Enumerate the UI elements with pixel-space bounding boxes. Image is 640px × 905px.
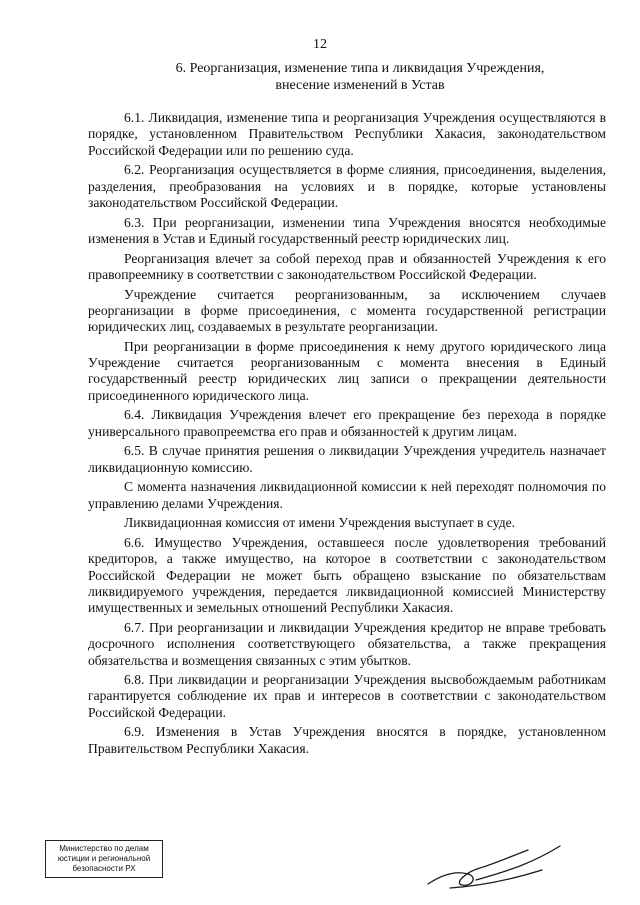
- paragraph-6-8: 6.8. При ликвидации и реорганизации Учреждения высвобождаемым работникам гарантируется соблюдение их прав и интересов в соответствии с законодательством Российской Федерации.: [88, 672, 606, 720]
- paragraph-6-6: 6.6. Имущество Учреждения, оставшееся после удовлетворения требований кредиторов, а также имущество, на которое в соответствии с законодательством Российской Федерации не может быть обращено взыскание по обязательствам ликвидируемого учреждения, передается ликвидационной комиссией Министерству имущественных и земельных отношений Республики Хакасия.: [88, 535, 606, 616]
- paragraph-commission-powers: С момента назначения ликвидационной комиссии к ней переходят полномочия по управлению делами Учреждения.: [88, 479, 606, 511]
- paragraph-6-3: 6.3. При реорганизации, изменении типа Учреждения вносятся необходимые изменения в Устав и Единый государственный реестр юридических лиц.: [88, 214, 606, 246]
- paragraph-6-4: 6.4. Ликвидация Учреждения влечет его прекращение без перехода в порядке универсального правопреемства его прав и обязанностей к другим лицам.: [88, 407, 606, 439]
- paragraph-reorg-transfer: Реорганизация влечет за собой переход прав и обязанностей Учреждения к его правопреемнику в соответствии с законодательством Российской Федерации.: [88, 250, 606, 282]
- section-title-line-1: 6. Реорганизация, изменение типа и ликвидация Учреждения,: [175, 61, 545, 76]
- paragraph-6-5: 6.5. В случае принятия решения о ликвидации Учреждения учредитель назначает ликвидационную комиссию.: [88, 443, 606, 475]
- section-title-line-2: внесение изменений в Устав: [275, 78, 445, 93]
- paragraph-6-7: 6.7. При реорганизации и ликвидации Учреждения кредитор не вправе требовать досрочного исполнения соответствующего обязательства, а также прекращения обязательства и возмещения связанных с этим убытков.: [88, 619, 606, 668]
- page-number: 12: [313, 37, 327, 52]
- paragraph-reorg-accession: При реорганизации в форме присоединения к нему другого юридического лица Учреждение считается реорганизованным с момента внесения в Единый государственный реестр юридических лиц записи о прекращении деятельности присоединенного юридического лица.: [88, 338, 606, 403]
- paragraph-6-1: 6.1. Ликвидация, изменение типа и реорганизация Учреждения осуществляются в порядке, установленном Правительством Республики Хакасия, законодательством Российской Федерации или по решению суда.: [88, 110, 606, 158]
- stamp-line-3: безопасности РХ: [72, 864, 136, 873]
- registration-stamp: [45, 840, 163, 878]
- paragraph-reorg-moment: Учреждение считается реорганизованным, за исключением случаев реорганизации в форме присоединения, с момента государственной регистрации юридических лиц, создаваемых в результате реорганизации.: [88, 286, 606, 335]
- paragraph-6-2: 6.2. Реорганизация осуществляется в форме слияния, присоединения, выделения, разделения, преобразования на условиях и в порядке, которые установлены законодательством Российской Федерации.: [88, 162, 606, 210]
- section-title: [110, 60, 610, 94]
- handwritten-signature: [420, 840, 570, 900]
- document-body: [88, 110, 606, 760]
- stamp-line-1: Министерство по делам: [59, 844, 149, 853]
- paragraph-commission-court: Ликвидационная комиссия от имени Учреждения выступает в суде.: [124, 515, 516, 531]
- stamp-line-2: юстиции и региональной: [57, 854, 151, 863]
- paragraph-6-9: 6.9. Изменения в Устав Учреждения вносятся в порядке, установленном Правительством Республики Хакасия.: [88, 724, 606, 756]
